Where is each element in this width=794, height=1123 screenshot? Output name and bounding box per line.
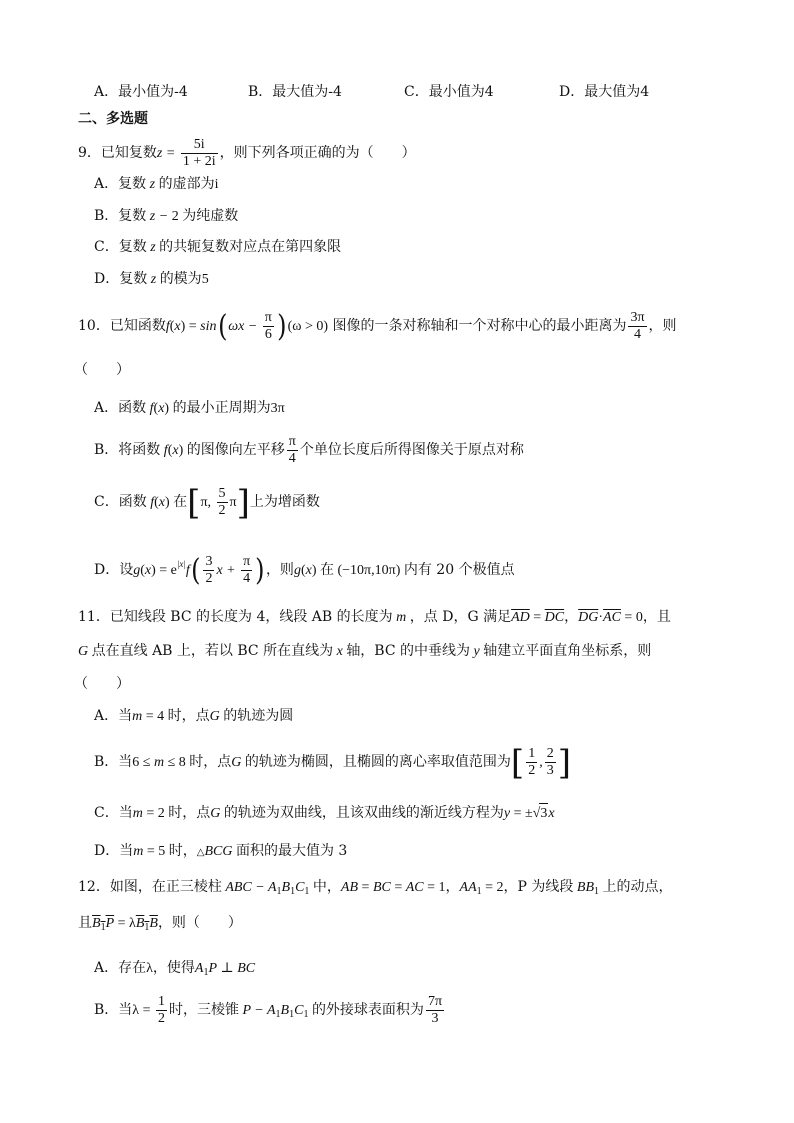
q11-number: 11．: [78, 609, 110, 625]
q11-a-label: A．当: [94, 708, 133, 724]
q10-c-label: C．函数: [94, 494, 147, 510]
q11-b-mid: 时，点: [189, 754, 232, 770]
q12-line1: 12．如图，在正三棱柱 ABC − $A_1B_1C_1$ 中，AB = BC = AC = 1，$AA_1 = 2$，P 为线段 $BB_1$ 上的动点，: [78, 879, 673, 897]
q9-d-post: 的模为: [159, 271, 202, 287]
q10-b-label: B．将函数: [94, 442, 161, 458]
q9-option-d: D．复数 z 的模为5: [94, 271, 209, 287]
q9-c-label: C．复数: [94, 239, 147, 255]
q11-a-mid: 时，点: [167, 708, 210, 724]
section-heading: 二、多选题: [78, 111, 148, 127]
q9-stem-post: ，则下列各项正确的为（ ）: [219, 145, 416, 161]
q12-line2-post: ，则（ ）: [157, 915, 242, 931]
q10-stem-mid: 图像的一条对称轴和一个对称中心的最小距离为: [332, 318, 627, 334]
q11-c-post: 的轨迹为双曲线，且该双曲线的渐近线方程为: [223, 805, 504, 821]
q8-option-d: D．最大值为4: [559, 84, 650, 100]
q8-option-a: A．最小值为-4: [94, 84, 188, 100]
q10-c-mid: 在: [173, 494, 188, 510]
q9-option-b: B．复数 z − 2 为纯虚数: [94, 208, 239, 224]
q11-line1-mid: ，点 D，G 满足: [409, 609, 512, 625]
q11-line2: G 点在直线 AB 上，若以 BC 所在直线为 x 轴，BC 的中垂线为 y 轴建立平面直角坐标系，则: [78, 643, 652, 659]
q10-a-label: A．函数: [94, 400, 147, 416]
q12-line1-post: ，P 为线段: [503, 879, 574, 895]
q12-b-mid: 时，三棱锥: [168, 1002, 239, 1018]
q8-option-b: B．最大值为-4: [248, 84, 342, 100]
q11-option-c: C．当m = 2 时，点G 的轨迹为双曲线，且该双曲线的渐近线方程为y = ±√3x: [94, 803, 555, 824]
q9-a-value: i: [214, 177, 219, 192]
q11-d-label: D．当: [94, 843, 134, 859]
q10-option-a: A．函数 f(x) 的最小正周期为3π: [94, 400, 285, 416]
q10-d-mid2: 在: [320, 562, 334, 578]
q12-line1-mid: 中，: [312, 879, 341, 895]
q11-c-label: C．当: [94, 805, 133, 821]
q12-line2: 且$B_1P = \lambda B_1B$，则（ ）: [78, 915, 242, 933]
q11-paren: （ ）: [74, 676, 130, 692]
q9-stem: [78, 136, 416, 171]
q12-line1-end: 上的动点，: [602, 879, 673, 895]
q12-a-mid: ，使得: [152, 960, 195, 976]
q11-option-a: A．当m = 4 时，点G 的轨迹为圆: [94, 708, 294, 724]
q12-a-label: A．存在: [94, 960, 147, 976]
q12-b-label: B．当: [94, 1002, 133, 1018]
q9-d-value: 5: [201, 272, 209, 287]
q11-option-b: B．当6 ≤ m ≤ 8 时，点G 的轨迹为椭圆，且椭圆的离心率取值范围为[ $\frac{1}{2}$ , $\frac{2}{3}$ ]: [94, 742, 571, 783]
q9-a-label: A．复数: [94, 176, 147, 192]
q12-option-a: A．存在λ，使得$A_1P$ ⊥ BC: [94, 960, 256, 978]
q11-d-mid: 时，: [168, 843, 197, 859]
q11-line1: 11．已知线段 BC 的长度为 4，线段 AB 的长度为 m ，点 D，G 满足$\overline{AD} = \overline{DC}$，$\overline{DG}\cdot\overline{AC} = 0$，且: [78, 609, 671, 625]
q11-line1-pre: 已知线段 BC 的长度为 4，线段 AB 的长度为: [109, 609, 393, 625]
q12-option-b: B．当λ = $\frac{1}{2}$ 时，三棱锥 $P - A_1B_1C_1$ 的外接球表面积为 $\frac{7\pi}{3}$: [94, 993, 443, 1027]
q10-d-label: D．设: [94, 562, 134, 578]
q10-d-post: 内有 20 个极值点: [403, 562, 515, 578]
q11-line2-mid: 轴，BC 的中垂线为: [346, 643, 471, 659]
q11-line2-post: 轴建立平面直角坐标系，则: [483, 643, 652, 659]
q11-a-post: 的轨迹为圆: [223, 708, 294, 724]
q10-option-b: B．将函数 f(x) 的图像向左平移 $\frac{\pi}{4}$ 个单位长度后所得图像关于原点对称: [94, 433, 524, 466]
q9-formula: z = $\frac{5i}{1 + 2i}$: [156, 137, 216, 170]
q10-option-d: D．设$g(x) = e^{|x|}f$( $\frac{3}{2}$ x + $\frac{\pi}{4}$ )，则g(x) 在 (−10π,10π) 内有 20 个极值点: [94, 552, 515, 588]
q10-stem: [78, 306, 677, 347]
q11-b-post: 的轨迹为椭圆，且椭圆的离心率取值范围为: [244, 754, 511, 770]
q9-b-post: 为纯虚数: [182, 208, 239, 224]
q10-formula: f(x) = sin(ωx − $\frac{\pi}{6}$ )(ω > 0): [165, 308, 329, 344]
q9-option-a: A．复数 z 的虚部为i: [94, 176, 219, 192]
q10-b-post: 个单位长度后所得图像关于原点对称: [299, 442, 524, 458]
q10-a-post: 的最小正周期为: [172, 400, 271, 416]
q12-line2-pre: 且: [78, 915, 92, 931]
q9-b-label: B．复数: [94, 208, 147, 224]
q11-option-d: D．当m = 5 时，△BCG 面积的最大值为 3: [94, 843, 348, 859]
q9-option-c: C．复数 z 的共轭复数对应点在第四象限: [94, 239, 342, 255]
q10-b-mid: 的图像向左平移: [186, 442, 285, 458]
q9-c-post: 的共轭复数对应点在第四象限: [159, 239, 342, 255]
q9-d-label: D．复数: [94, 271, 148, 287]
q11-line1-post: ，且: [642, 609, 671, 625]
q11-c-mid: 时，点: [168, 805, 211, 821]
q9-number: 9．: [78, 145, 101, 161]
q10-distance: $\frac{3\pi}{4}$: [630, 309, 645, 342]
q10-option-c: C．函数 f(x) 在[π, $\frac{5}{2}$ π]上为增函数: [94, 482, 320, 523]
q9-a-post: 的虚部为: [158, 176, 215, 192]
q12-b-post: 的外接球表面积为: [311, 1002, 424, 1018]
q10-number: 10．: [78, 318, 110, 334]
q12-number: 12．: [78, 879, 110, 895]
q10-c-post: 上为增函数: [249, 494, 320, 510]
q10-paren: （ ）: [74, 362, 130, 378]
q11-line2-pre: 点在直线 AB 上，若以 BC 所在直线为: [91, 643, 334, 659]
q10-stem-post: ，则: [648, 318, 677, 334]
q10-d-mid: ，则: [265, 562, 294, 578]
q12-line1-pre: 如图，在正三棱柱: [109, 879, 222, 895]
q11-b-label: B．当: [94, 754, 133, 770]
q11-d-post: 面积的最大值为 3: [235, 843, 348, 859]
q8-option-c: C．最小值为4: [404, 84, 494, 100]
q10-stem-pre: 已知函数: [109, 318, 166, 334]
q9-stem-pre: 已知复数: [100, 145, 157, 161]
